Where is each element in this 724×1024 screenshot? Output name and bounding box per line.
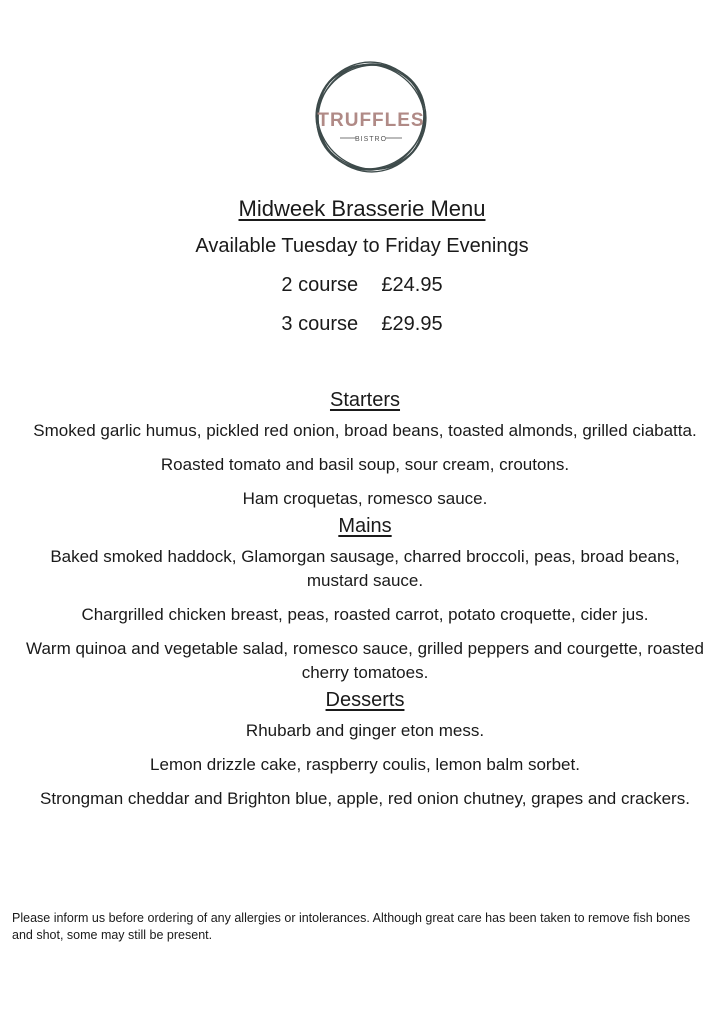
dish-item: Smoked garlic humus, pickled red onion, broad beans, toasted almonds, grilled ciabatta. bbox=[33, 421, 697, 440]
availability-text: Available Tuesday to Friday Evenings bbox=[195, 235, 529, 257]
starters-list bbox=[20, 419, 710, 511]
price-row bbox=[0, 313, 724, 336]
desserts-list bbox=[20, 719, 710, 811]
course-label: 2 course bbox=[281, 274, 359, 296]
logo-subtitle: BISTRO bbox=[354, 136, 388, 143]
dish-item: Rhubarb and ginger eton mess. bbox=[245, 721, 485, 740]
dish-item: Ham croquetas, romesco sauce. bbox=[242, 489, 488, 508]
course-label: 3 course bbox=[281, 313, 359, 335]
truffles-logo bbox=[312, 58, 430, 176]
menu-sections bbox=[20, 388, 710, 821]
dish-item: Lemon drizzle cake, raspberry coulis, lemon balm sorbet. bbox=[150, 755, 580, 774]
allergy-notice: Please inform us before ordering of any allergies or intolerances. Although great care has been taken to remove fish bones and shot, some may still be present. bbox=[12, 911, 701, 942]
course-price: £29.95 bbox=[381, 313, 443, 335]
section-title-desserts: Desserts bbox=[325, 689, 405, 711]
dish-item: Baked smoked haddock, Glamorgan sausage, charred broccoli, peas, broad beans, mustard sauce. bbox=[50, 547, 680, 590]
menu-title: Midweek Brasserie Menu bbox=[238, 196, 486, 221]
dish-item: Warm quinoa and vegetable salad, romesco sauce, grilled peppers and courgette, roasted cherry tomatoes. bbox=[26, 639, 704, 682]
dish-item: Chargrilled chicken breast, peas, roasted carrot, potato croquette, cider jus. bbox=[81, 605, 649, 624]
mains-list bbox=[20, 545, 710, 685]
logo-brand: TRUFFLES bbox=[317, 110, 425, 131]
price-row bbox=[0, 274, 724, 297]
section-title-mains: Mains bbox=[338, 515, 392, 537]
dish-item: Strongman cheddar and Brighton blue, apple, red onion chutney, grapes and crackers. bbox=[40, 789, 690, 808]
dish-item: Roasted tomato and basil soup, sour cream, croutons. bbox=[160, 455, 570, 474]
course-price: £24.95 bbox=[381, 274, 443, 296]
section-title-starters: Starters bbox=[329, 389, 401, 411]
logo-ring-icon bbox=[312, 58, 430, 176]
